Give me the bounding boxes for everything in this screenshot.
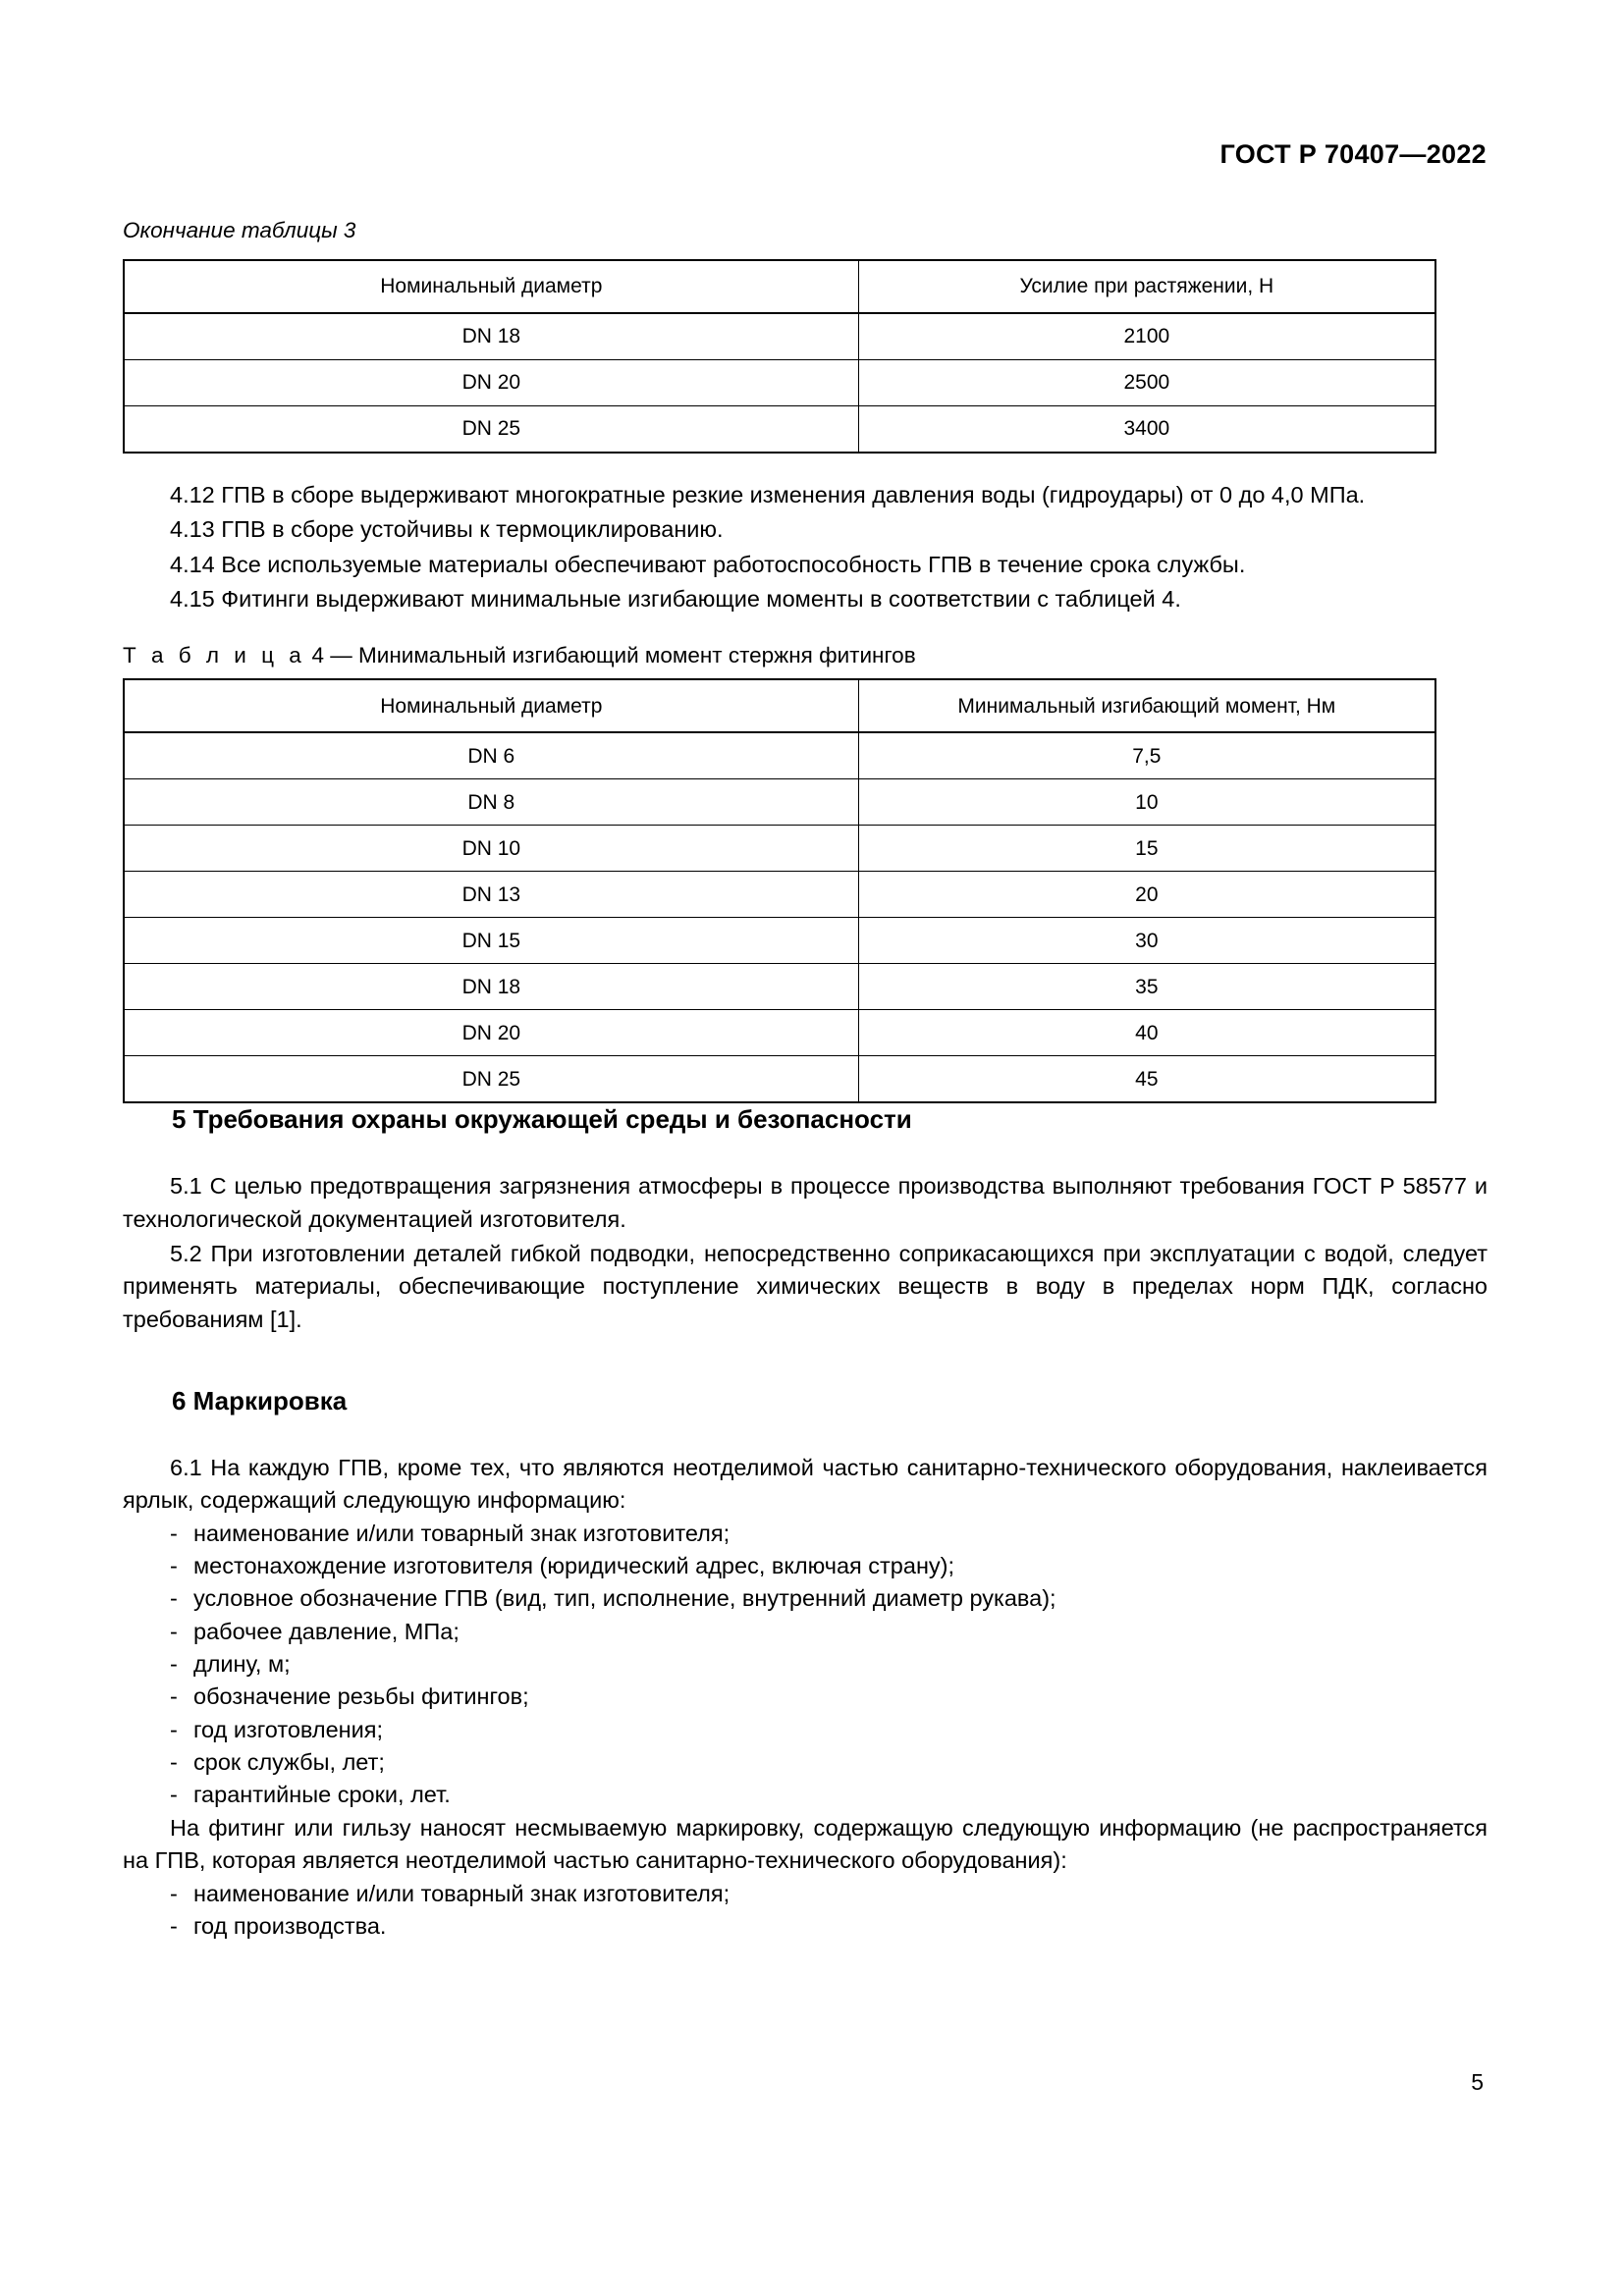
- table-row: [124, 313, 1435, 360]
- table4-header-cell-0: Номинальный диаметр: [124, 679, 858, 732]
- clause-5-1: 5.1 С целью предотвращения загрязнения атмосферы в процессе производства выполняют требования ГОСТ Р 58577 и технологической документацией изготовителя.: [123, 1173, 1488, 1232]
- dash-bullet-icon: -: [170, 1880, 178, 1906]
- table4-cell-1-1: 10: [858, 779, 1435, 826]
- list-item: [123, 1648, 1488, 1681]
- table4-cell-3-0: DN 13: [124, 872, 858, 918]
- table-row: [124, 779, 1435, 826]
- table3-header-row: [124, 260, 1435, 313]
- clause-4-13: 4.13 ГПВ в сборе устойчивы к термоциклированию.: [170, 516, 724, 543]
- list-item: [123, 1746, 1488, 1779]
- list-item-label: год изготовления;: [193, 1716, 384, 1742]
- list-item: [123, 1550, 1488, 1582]
- list-item: [123, 1582, 1488, 1615]
- table4-cell-0-0: DN 6: [124, 732, 858, 779]
- table4-caption-rest: 4 — Минимальный изгибающий момент стержня фитингов: [311, 643, 916, 668]
- table3-cell-0-0: DN 18: [124, 313, 858, 360]
- table3: [123, 259, 1436, 454]
- table4-cell-0-1: 7,5: [858, 732, 1435, 779]
- table-row: [124, 360, 1435, 406]
- table4: [123, 678, 1436, 1103]
- dash-bullet-icon: -: [170, 1650, 178, 1677]
- table4-cell-5-1: 35: [858, 964, 1435, 1010]
- section-5-body: [123, 1170, 1488, 1336]
- table-row: [124, 1056, 1435, 1103]
- table-row: [124, 406, 1435, 454]
- dash-bullet-icon: -: [170, 1912, 178, 1939]
- list-item-label: местонахождение изготовителя (юридический адрес, включая страну);: [193, 1552, 955, 1578]
- table-row: [124, 872, 1435, 918]
- table-row: [124, 826, 1435, 872]
- dash-bullet-icon: -: [170, 1716, 178, 1742]
- dash-bullet-icon: -: [170, 1782, 178, 1808]
- table3-header-cell-1: Усилие при растяжении, Н: [858, 260, 1435, 313]
- table4-cell-3-1: 20: [858, 872, 1435, 918]
- table4-cell-7-1: 45: [858, 1056, 1435, 1103]
- list-item-label: рабочее давление, МПа;: [193, 1618, 460, 1644]
- list-item-label: гарантийные сроки, лет.: [193, 1782, 451, 1808]
- table3-cell-1-1: 2500: [858, 360, 1435, 406]
- dash-bullet-icon: -: [170, 1520, 178, 1546]
- page-number: 5: [1471, 2069, 1484, 2095]
- table-row: [124, 964, 1435, 1010]
- list-item: [123, 1910, 1488, 1943]
- list-item-label: наименование и/или товарный знак изготовителя;: [193, 1520, 731, 1546]
- clause-4-12: 4.12 ГПВ в сборе выдерживают многократные резкие изменения давления воды (гидроудары) от 0 до 4,0 МПа.: [170, 482, 1366, 507]
- table4-cell-4-0: DN 15: [124, 918, 858, 964]
- table4-cell-2-0: DN 10: [124, 826, 858, 872]
- fitting-marking-intro: На фитинг или гильзу наносят несмываемую маркировку, содержащую следующую информацию (не распространяется на ГПВ, которая является неотделимой частью санитарно-технического оборудования):: [123, 1814, 1488, 1874]
- list-item: [123, 1714, 1488, 1746]
- table-row: [124, 732, 1435, 779]
- clause-5-2: 5.2 При изготовлении деталей гибкой подводки, непосредственно соприкасающихся при эксплуатации с водой, следует применять материалы, обеспечивающие поступление химических веществ в воду в пределах норм ПДК, согласно требованиям [1].: [123, 1240, 1488, 1332]
- table3-cell-1-0: DN 20: [124, 360, 858, 406]
- table4-cell-1-0: DN 8: [124, 779, 858, 826]
- list-item-label: наименование и/или товарный знак изготовителя;: [193, 1880, 731, 1906]
- dash-bullet-icon: -: [170, 1749, 178, 1776]
- clause-6-1: 6.1 На каждую ГПВ, кроме тех, что являются неотделимой частью санитарно-технического оборудования, наклеивается ярлык, содержащий следующую информацию:: [123, 1454, 1488, 1514]
- table-row: [124, 1010, 1435, 1056]
- fitting-info-list: [123, 1878, 1488, 1944]
- section-6-heading: 6 Маркировка: [172, 1386, 348, 1416]
- list-item: [123, 1616, 1488, 1648]
- list-item: [123, 1518, 1488, 1550]
- table3-cell-2-0: DN 25: [124, 406, 858, 454]
- section-5-heading: 5 Требования охраны окружающей среды и безопасности: [172, 1104, 912, 1135]
- table4-cell-7-0: DN 25: [124, 1056, 858, 1103]
- page-header-standard-id: ГОСТ Р 70407—2022: [1219, 139, 1487, 169]
- list-item: [123, 1878, 1488, 1910]
- list-item-label: длину, м;: [193, 1650, 291, 1677]
- table3-caption: Окончание таблицы 3: [123, 218, 356, 242]
- list-item: [123, 1681, 1488, 1713]
- table4-caption: [123, 643, 1488, 668]
- table4-caption-word: Т а б л и ц а: [123, 643, 306, 668]
- list-item-label: год производства.: [193, 1912, 387, 1939]
- list-item-label: условное обозначение ГПВ (вид, тип, исполнение, внутренний диаметр рукава);: [193, 1585, 1056, 1612]
- table4-header-cell-1: Минимальный изгибающий момент, Нм: [858, 679, 1435, 732]
- table4-cell-4-1: 30: [858, 918, 1435, 964]
- table3-cell-0-1: 2100: [858, 313, 1435, 360]
- table4-cell-5-0: DN 18: [124, 964, 858, 1010]
- dash-bullet-icon: -: [170, 1552, 178, 1578]
- section-6-body: [123, 1452, 1488, 1943]
- table3-header-cell-0: Номинальный диаметр: [124, 260, 858, 313]
- table4-header-row: [124, 679, 1435, 732]
- clause-4-14: 4.14 Все используемые материалы обеспечивают работоспособность ГПВ в течение срока службы.: [170, 551, 1246, 577]
- list-item-label: срок службы, лет;: [193, 1749, 385, 1776]
- dash-bullet-icon: -: [170, 1618, 178, 1644]
- list-item-label: обозначение резьбы фитингов;: [193, 1683, 529, 1710]
- page-content: [123, 218, 1488, 1943]
- table4-cell-2-1: 15: [858, 826, 1435, 872]
- table4-cell-6-0: DN 20: [124, 1010, 858, 1056]
- list-item: [123, 1779, 1488, 1811]
- table3-cell-2-1: 3400: [858, 406, 1435, 454]
- clause-4-15: 4.15 Фитинги выдерживают минимальные изгибающие моменты в соответствии с таблицей 4.: [170, 586, 1181, 613]
- dash-bullet-icon: -: [170, 1585, 178, 1612]
- dash-bullet-icon: -: [170, 1683, 178, 1710]
- label-info-list: [123, 1518, 1488, 1812]
- clauses-4-block: [123, 479, 1488, 615]
- table-row: [124, 918, 1435, 964]
- table4-cell-6-1: 40: [858, 1010, 1435, 1056]
